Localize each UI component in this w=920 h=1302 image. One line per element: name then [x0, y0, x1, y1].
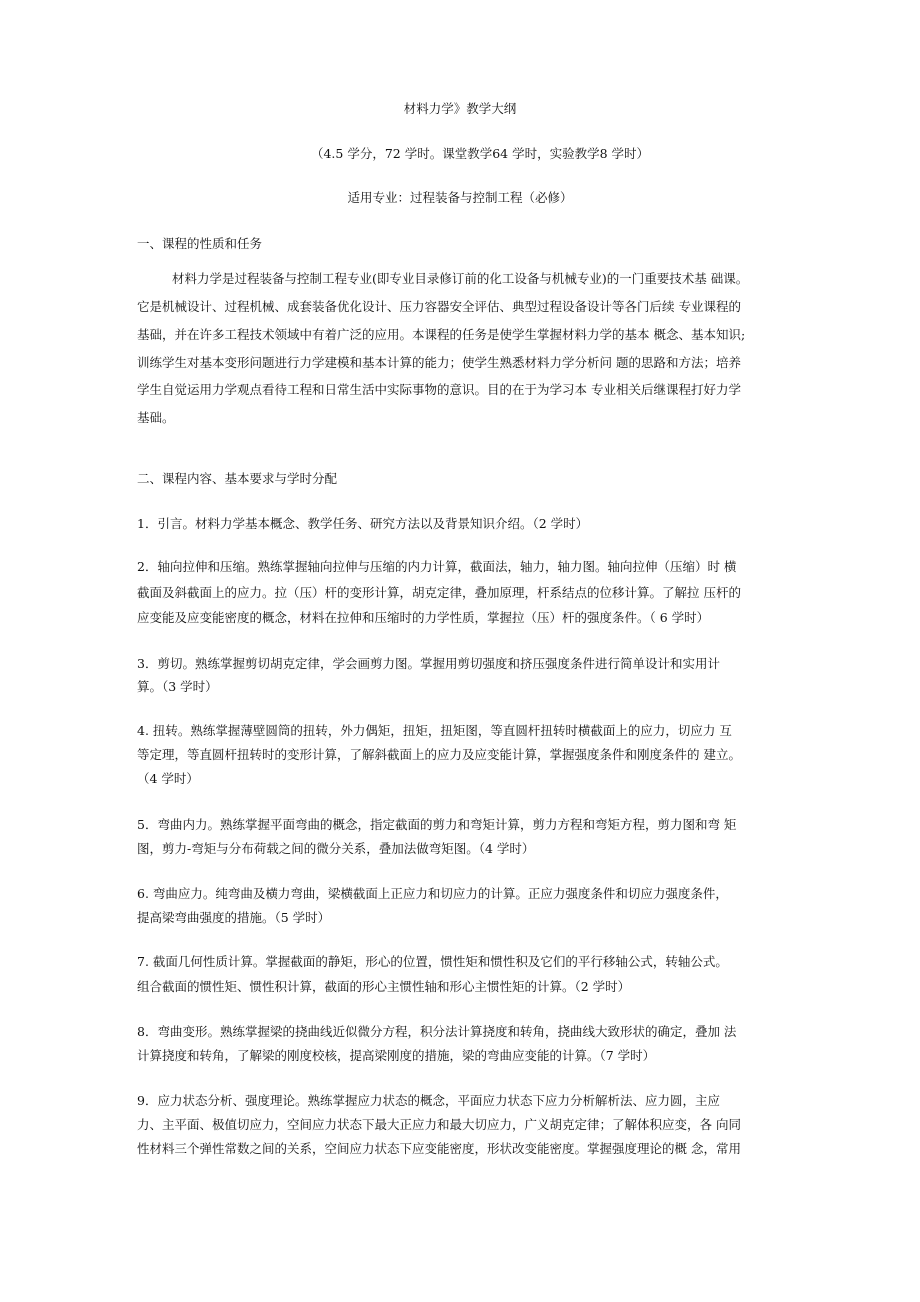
item-8-line: 8．弯曲变形。熟练掌握梁的挠曲线近似微分方程，积分法计算挠度和转角，挠曲线大致形状的确定，叠加 法	[137, 1024, 737, 1039]
item-9-line: 9．应力状态分析、强度理论。熟练掌握应力状态的概念，平面应力状态下应力分析解析法、应力圆，主应	[137, 1093, 720, 1108]
section-heading-nature: 一、课程的性质和任务	[137, 236, 263, 251]
item-8-line: 计算挠度和转角，了解梁的刚度校核，提高梁刚度的措施，梁的弯曲应变能的计算。（7 学时）	[137, 1048, 656, 1063]
item-7-line: 组合截面的惯性矩、惯性积计算，截面的形心主惯性轴和形心主惯性矩的计算。（2 学时）	[137, 979, 631, 994]
item-3-line: 算。（3 学时）	[137, 679, 218, 694]
item-6-line: 6. 弯曲应力。纯弯曲及横力弯曲，梁横截面上正应力和切应力的计算。正应力强度条件和切应力强度条件，	[137, 886, 728, 901]
item-9-line: 力、主平面、极值切应力，空间应力状态下最大正应力和最大切应力，广义胡克定律；了解体积应变，各 向同	[137, 1117, 741, 1132]
credit-hours: （4.5 学分，72 学时。课堂教学64 学时，实验教学8 学时）	[310, 146, 650, 161]
paragraph-line: 材料力学是过程装备与控制工程专业(即专业目录修订前的化工设备与机械专业)的一门重要技术基 础课。	[172, 271, 749, 286]
paragraph-line: 它是机械设计、过程机械、成套装备优化设计、压力容器安全评估、典型过程设备设计等各门后续 专业课程的	[137, 299, 741, 314]
item-5-line: 图，剪力-弯矩与分布荷载之间的微分关系，叠加法做弯矩图。（4 学时）	[137, 841, 535, 856]
document-title: 材料力学》教学大纲	[403, 101, 517, 116]
item-4-line: 等定理，等直圆杆扭转时的变形计算，了解斜截面上的应力及应变能计算，掌握强度条件和刚度条件的 建立。	[137, 747, 741, 762]
item-9-line: 性材料三个弹性常数之间的关系，空间应力状态下应变能密度，形状改变能密度。掌握强度理论的概 念，常用	[137, 1141, 741, 1156]
section-heading-content: 二、课程内容、基本要求与学时分配	[137, 471, 338, 486]
paragraph-line: 基础。	[137, 410, 175, 425]
item-4-line: 4. 扭转。熟练掌握薄壁圆筒的扭转，外力偶矩，扭矩，扭矩图，等直圆杆扭转时横截面上的应力，切应力 互	[137, 723, 732, 738]
paragraph-line: 基础，并在许多工程技术领域中有着广泛的应用。本课程的任务是使学生掌握材料力学的基本 概念、基本知识;	[137, 327, 746, 342]
item-2-line: 应变能及应变能密度的概念，材料在拉伸和压缩时的力学性质，掌握拉（压）杆的强度条件。（ 6 学时）	[137, 610, 710, 625]
item-3-line: 3．剪切。熟练掌握剪切胡克定律，学会画剪力图。掌握用剪切强度和挤压强度条件进行简单设计和实用计	[137, 656, 720, 671]
item-7-line: 7. 截面几何性质计算。掌握截面的静矩，形心的位置，惯性矩和惯性积及它们的平行移轴公式，转轴公式。	[137, 954, 728, 969]
item-2-line: 2．轴向拉伸和压缩。熟练掌握轴向拉伸与压缩的内力计算，截面法，轴力，轴力图。轴向拉伸（压缩）时 横	[137, 559, 737, 574]
item-2-line: 截面及斜截面上的应力。拉（压）杆的变形计算，胡克定律，叠加原理，杆系结点的位移计算。了解拉 压杆的	[137, 585, 741, 600]
item-1-line: 1．引言。材料力学基本概念、教学任务、研究方法以及背景知识介绍。（2 学时）	[137, 516, 589, 531]
item-5-line: 5．弯曲内力。熟练掌握平面弯曲的概念，指定截面的剪力和弯矩计算，剪力方程和弯矩方程，剪力图和弯 矩	[137, 817, 737, 832]
item-6-line: 提高梁弯曲强度的措施。（5 学时）	[137, 910, 331, 925]
item-4-line: （4 学时）	[137, 771, 199, 786]
paragraph-line: 学生自觉运用力学观点看待工程和日常生活中实际事物的意识。目的在于为学习本 专业相关后继课程打好力学	[137, 382, 741, 397]
applicable-major: 适用专业：过程装备与控制工程（必修）	[347, 190, 573, 205]
paragraph-line: 训练学生对基本变形问题进行力学建模和基本计算的能力；使学生熟悉材料力学分析问 题的思路和方法；培养	[137, 355, 741, 370]
